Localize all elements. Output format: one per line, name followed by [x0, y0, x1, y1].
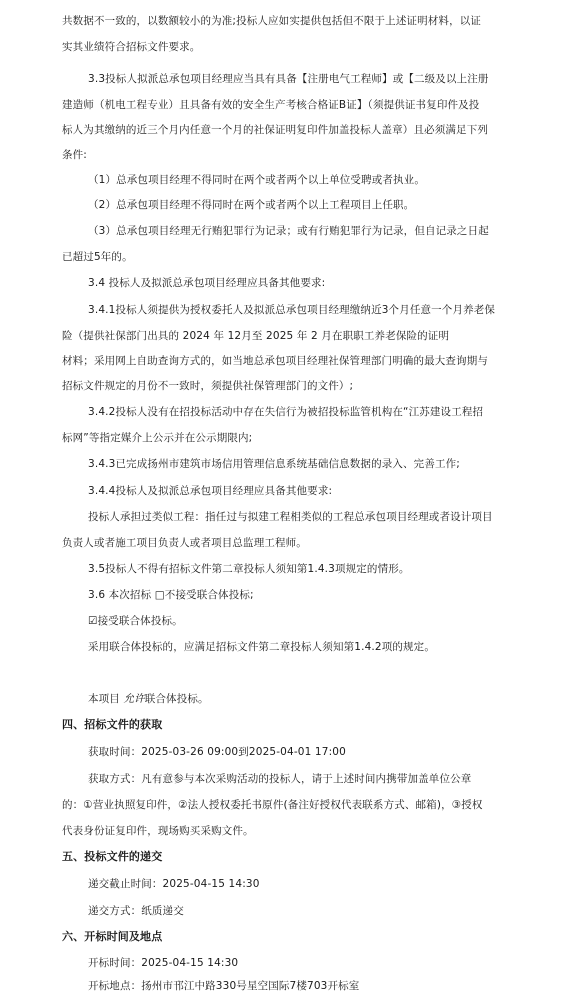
- body-line: （3）总承包项目经理无行贿犯罪行为记录；或有行贿犯罪行为记录，但自记录之日起: [88, 225, 489, 237]
- body-line: 负责人或者施工项目负责人或者项目总监理工程师。: [62, 537, 307, 549]
- body-line: 3.4.2投标人没有在招投标活动中存在失信行为被招投标监管机构在“江苏建设工程招: [88, 406, 484, 418]
- body-line: 险（提供社保部门出具的 2024 年 12月至 2025 年 2 月在职职工养老保险的证明: [62, 330, 450, 342]
- body-line: 3.5投标人不得有招标文件第二章投标人须知第1.4.3项规定的情形。: [88, 563, 410, 575]
- body-line: 代表身份证复印件，现场购买采购文件。: [62, 825, 254, 837]
- body-line: 投标人承担过类似工程：指任过与拟建工程相类似的工程总承包项目经理或者设计项目: [88, 511, 493, 523]
- body-line: 3.4.4投标人及拟派总承包项目经理应具备其他要求:: [88, 485, 333, 497]
- section-heading: 五、投标文件的递交: [62, 850, 163, 863]
- body-line: 已超过5年的。: [62, 251, 133, 263]
- body-line: 采用联合体投标的，应满足招标文件第二章投标人须知第1.4.2项的规定。: [88, 641, 435, 653]
- body-line: 递交方式：纸质递交: [88, 905, 184, 917]
- section-heading: 四、招标文件的获取: [62, 718, 163, 731]
- body-line: 建造师（机电工程专业）且具备有效的安全生产考核合格证B证】（须提供证书复印件及投: [62, 99, 480, 111]
- body-line: 标网”等指定媒介上公示并在公示期限内;: [62, 432, 253, 444]
- body-line: 3.3投标人拟派总承包项目经理应当具有具备【注册电气工程师】或【二级及以上注册: [88, 73, 489, 85]
- body-line: 3.4.3已完成扬州市建筑市场信用管理信息系统基础信息数据的录入、完善工作;: [88, 458, 460, 470]
- body-line: 3.4 投标人及拟派总承包项目经理应具备其他要求:: [88, 277, 326, 289]
- body-line: 开标地点：扬州市邗江中路330号星空国际7楼703开标室: [88, 980, 360, 992]
- body-line: 的：①营业执照复印件，②法人授权委托书原件(备注好授权代表联系方式、邮箱)，③授权: [62, 799, 483, 811]
- body-line: 招标文件规定的月份不一致时，须提供社保管理部门的文件）;: [62, 380, 354, 392]
- body-line: 标人为其缴纳的近三个月内任意一个月的社保证明复印件加盖投标人盖章）且必须满足下列: [62, 124, 488, 136]
- body-line: 实其业绩符合招标文件要求。: [62, 41, 201, 53]
- body-line: （1）总承包项目经理不得同时在两个或者两个以上单位受聘或者执业。: [88, 174, 425, 186]
- body-line: 获取方式：凡有意参与本次采购活动的投标人，请于上述时间内携带加盖单位公章: [88, 773, 472, 785]
- section-heading: 六、开标时间及地点: [62, 930, 163, 943]
- handwritten-allow: 允许: [123, 693, 145, 705]
- body-line: 递交截止时间：2025-04-15 14:30: [88, 878, 260, 890]
- body-line: 开标时间：2025-04-15 14:30: [88, 957, 239, 969]
- body-line: （2）总承包项目经理不得同时在两个或者两个以上工程项目上任职。: [88, 199, 415, 211]
- body-line: 条件:: [62, 149, 87, 161]
- body-line: 获取时间：2025-03-26 09:00到2025-04-01 17:00: [88, 746, 346, 758]
- body-line: 材料；采用网上自助查询方式的，如当地总承包项目经理社保管理部门明确的最大查询期与: [62, 355, 488, 367]
- body-line: ☑接受联合体投标。: [88, 615, 183, 627]
- body-line: 共数据不一致的，以数额较小的为准;投标人应如实提供包括但不限于上述证明材料，以证: [62, 15, 482, 27]
- body-line: 本项目 允许联合体投标。: [88, 693, 209, 705]
- body-line: 3.4.1投标人须提供为授权委托人及拟派总承包项目经理缴纳近3个月任意一个月养老保: [88, 304, 496, 316]
- body-line: 3.6 本次招标 □不接受联合体投标;: [88, 589, 254, 601]
